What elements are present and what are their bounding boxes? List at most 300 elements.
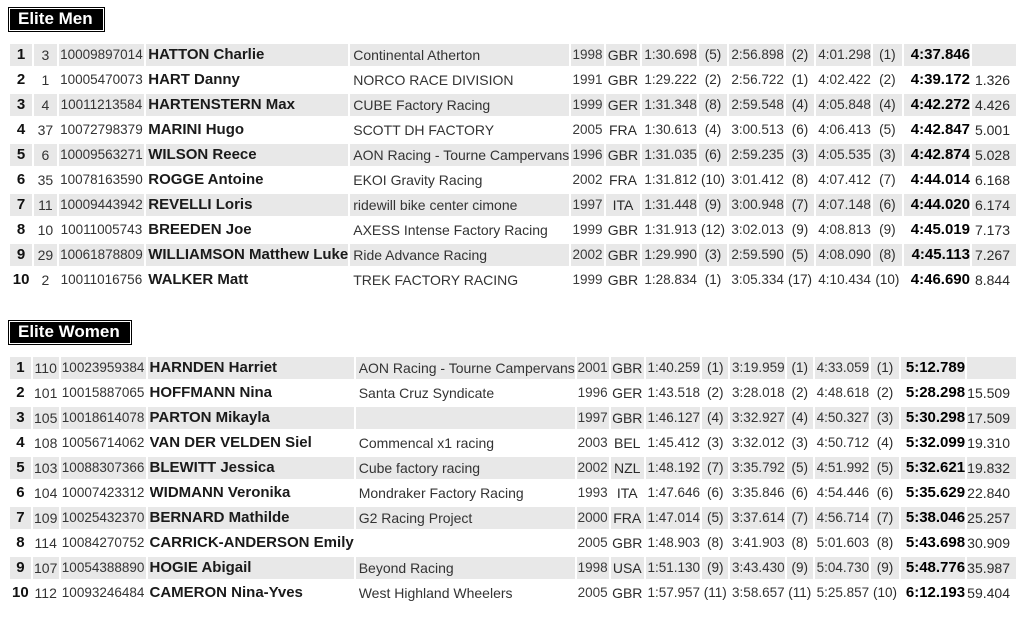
cell-uci-id: 10018614078: [61, 407, 146, 429]
cell-bib-number: 10: [37, 222, 54, 238]
cell-split1-rank: (6): [699, 144, 727, 166]
cell-team: Commencal x1 racing: [358, 435, 495, 451]
cell-split3-time: 4:07.148: [816, 194, 871, 216]
cell-rider-name: HATTON Charlie: [146, 44, 348, 66]
cell-birth-year: 2002: [577, 457, 609, 479]
cell-gap-to-leader: 6.174: [972, 194, 1016, 216]
cell-gap-to-leader: 15.509: [967, 385, 1010, 401]
cell-team: SCOTT DH FACTORY: [353, 122, 495, 138]
cell-bib-number: 105: [33, 407, 59, 429]
cell-split3-rank: (5): [871, 457, 899, 479]
cell-team: NORCO RACE DIVISION: [353, 72, 514, 88]
cell-split2-rank: (6): [791, 485, 809, 500]
cell-split1-time: 1:47.646: [647, 485, 701, 500]
cell-final-time: 5:12.789: [901, 357, 965, 379]
cell-split1-rank: (9): [699, 194, 727, 216]
cell-split3-rank: (5): [879, 122, 896, 137]
cell-position: 1: [10, 44, 32, 66]
cell-position: 3: [10, 407, 31, 429]
results-table-elite-women: [8, 354, 1018, 607]
cell-split2-rank: (8): [791, 172, 809, 187]
cell-team: ridewill bike center cimone: [350, 194, 569, 216]
cell-nationality: GER: [612, 385, 643, 401]
cell-bib-number: 4: [34, 94, 56, 116]
result-row: [10, 582, 1016, 604]
cell-split1-time: 1:31.448: [642, 194, 697, 216]
cell-team: Continental Atherton: [350, 44, 569, 66]
cell-split3-rank: (3): [871, 407, 899, 429]
result-row: [10, 194, 1016, 216]
cell-uci-id: 10011016756: [60, 272, 143, 287]
cell-bib-number: 110: [33, 357, 59, 379]
cell-rider-name: WALKER Matt: [148, 271, 249, 288]
cell-split1-rank: (3): [706, 435, 724, 450]
cell-position: 7: [10, 194, 32, 216]
cell-bib-number: 2: [41, 272, 50, 288]
cell-position: 8: [16, 534, 25, 551]
cell-birth-year: 1993: [577, 485, 608, 500]
cell-bib-number: 11: [34, 194, 56, 216]
cell-bib-number: 103: [33, 457, 59, 479]
cell-split3-time: 5:01.603: [816, 535, 870, 550]
cell-gap-to-leader: 22.840: [967, 485, 1010, 501]
cell-split3-time: 4:10.434: [818, 272, 871, 287]
cell-final-time: 5:30.298: [901, 407, 965, 429]
cell-uci-id: 10005470073: [60, 72, 143, 87]
cell-birth-year: 1996: [577, 385, 608, 400]
result-row: [10, 407, 1016, 429]
cell-split1-rank: (6): [706, 485, 724, 500]
cell-rider-name: HART Danny: [148, 71, 240, 88]
cell-birth-year: 1999: [571, 94, 604, 116]
cell-uci-id: 10015887065: [61, 385, 145, 400]
cell-gap-to-leader: 6.168: [974, 172, 1010, 188]
cell-split1-time: 1:48.903: [647, 535, 701, 550]
cell-split2-time: 2:59.548: [729, 94, 784, 116]
cell-team: CUBE Factory Racing: [350, 94, 569, 116]
cell-split1-rank: (4): [704, 122, 722, 137]
cell-birth-year: 2005: [572, 122, 603, 137]
cell-split2-time: 2:59.590: [729, 244, 784, 266]
cell-birth-year: 1999: [572, 222, 603, 237]
cell-final-time: 5:32.621: [901, 457, 965, 479]
cell-rider-name: PARTON Mikayla: [148, 407, 354, 429]
cell-team: AON Racing - Tourne Campervans: [356, 357, 575, 379]
cell-split1-time: 1:31.812: [644, 172, 697, 187]
cell-split2-time: 2:59.235: [729, 144, 784, 166]
cell-nationality: ITA: [616, 485, 638, 501]
result-row: [10, 507, 1016, 529]
cell-final-time: 4:42.272: [904, 94, 970, 116]
section-elite-women: [8, 320, 1018, 607]
cell-split3-rank: (8): [876, 535, 894, 550]
cell-nationality: GBR: [612, 535, 643, 551]
cell-nationality: GBR: [607, 222, 639, 238]
cell-team: Cube factory racing: [356, 457, 575, 479]
cell-final-time: 4:45.113: [904, 244, 970, 266]
cell-split3-rank: (10): [875, 272, 900, 287]
cell-uci-id: 10009443942: [59, 194, 145, 216]
results-table-elite-men: [8, 41, 1018, 294]
result-row: [10, 169, 1016, 191]
cell-gap-to-leader: 4.426: [972, 94, 1016, 116]
cell-rider-name: WILSON Reece: [146, 144, 348, 166]
cell-position: 6: [16, 484, 25, 501]
cell-split1-time: 1:29.222: [644, 72, 697, 87]
cell-nationality: GBR: [606, 144, 640, 166]
cell-position: 2: [16, 71, 26, 88]
cell-birth-year: 1997: [571, 194, 604, 216]
cell-split3-rank: (4): [873, 94, 902, 116]
cell-birth-year: 1991: [572, 72, 603, 87]
cell-split3-rank: (6): [876, 485, 894, 500]
cell-split1-rank: (5): [702, 507, 728, 529]
cell-nationality: GBR: [611, 407, 644, 429]
cell-split2-time: 3:32.927: [730, 407, 784, 429]
cell-split2-time: 3:19.959: [730, 357, 784, 379]
cell-bib-number: 108: [34, 435, 58, 451]
cell-team: AXESS Intense Factory Racing: [353, 222, 548, 238]
result-row: [10, 557, 1016, 579]
cell-split1-rank: (5): [699, 44, 727, 66]
result-row: [10, 532, 1016, 554]
cell-final-time: 5:43.698: [905, 534, 966, 551]
cell-nationality: GBR: [612, 585, 643, 601]
cell-nationality: GBR: [606, 244, 640, 266]
cell-position: 4: [16, 121, 26, 138]
result-row: [10, 244, 1016, 266]
cell-split3-time: 4:50.712: [816, 435, 870, 450]
cell-gap-to-leader: 7.173: [974, 222, 1010, 238]
cell-split1-rank: (1): [702, 357, 728, 379]
cell-split3-rank: (4): [876, 435, 894, 450]
cell-split1-time: 1:45.412: [647, 435, 701, 450]
cell-split2-rank: (5): [786, 244, 814, 266]
cell-split2-time: 3:00.513: [731, 122, 784, 137]
cell-team: G2 Racing Project: [356, 507, 575, 529]
cell-bib-number: 109: [33, 507, 59, 529]
cell-split3-time: 4:48.618: [816, 385, 870, 400]
cell-nationality: USA: [611, 557, 644, 579]
cell-bib-number: 101: [34, 385, 58, 401]
cell-nationality: GBR: [607, 72, 639, 88]
cell-split2-time: 3:02.013: [731, 222, 784, 237]
cell-uci-id: 10054388890: [61, 557, 146, 579]
cell-split2-time: 3:41.903: [732, 535, 785, 550]
cell-split1-time: 1:30.698: [642, 44, 697, 66]
cell-split2-time: 3:28.018: [732, 385, 785, 400]
cell-split3-time: 4:02.422: [818, 72, 871, 87]
cell-split3-time: 4:06.413: [818, 122, 871, 137]
cell-split2-rank: (2): [791, 385, 809, 400]
cell-gap-to-leader: 25.257: [967, 507, 1016, 529]
cell-uci-id: 10078163590: [60, 172, 143, 187]
cell-split2-time: 2:56.898: [729, 44, 784, 66]
cell-split1-rank: (4): [702, 407, 728, 429]
result-row: [10, 382, 1016, 404]
cell-rider-name: HOFFMANN Nina: [149, 384, 273, 401]
cell-split1-time: 1:31.348: [642, 94, 697, 116]
cell-gap-to-leader: 19.310: [967, 435, 1010, 451]
section-title: Elite Women: [10, 322, 130, 343]
cell-split2-time: 3:58.657: [732, 585, 785, 600]
result-row: [10, 44, 1016, 66]
cell-gap-to-leader: 19.832: [967, 457, 1016, 479]
cell-split2-rank: (9): [791, 222, 809, 237]
cell-split1-rank: (11): [703, 585, 727, 600]
cell-bib-number: 35: [37, 172, 54, 188]
cell-split3-time: 4:05.535: [816, 144, 871, 166]
cell-birth-year: 2003: [577, 435, 608, 450]
cell-uci-id: 10072798379: [60, 122, 143, 137]
cell-rider-name: BERNARD Mathilde: [148, 507, 354, 529]
cell-split1-rank: (12): [701, 222, 726, 237]
cell-position: 3: [10, 94, 32, 116]
result-row: [10, 457, 1016, 479]
cell-final-time: 4:45.019: [910, 221, 970, 238]
cell-team: Santa Cruz Syndicate: [358, 385, 495, 401]
cell-birth-year: 1998: [571, 44, 604, 66]
cell-team: TREK FACTORY RACING: [353, 272, 519, 288]
cell-split3-rank: (1): [871, 357, 899, 379]
cell-bib-number: 112: [34, 585, 57, 601]
cell-position: 5: [10, 457, 31, 479]
cell-bib-number: 6: [34, 144, 56, 166]
cell-birth-year: 2002: [572, 172, 603, 187]
cell-split1-time: 1:48.192: [646, 457, 700, 479]
cell-birth-year: 2005: [577, 585, 608, 600]
section-elite-men: [8, 7, 1018, 294]
cell-split1-rank: (8): [699, 94, 727, 116]
cell-uci-id: 10023959384: [61, 357, 146, 379]
cell-position: 9: [10, 244, 32, 266]
cell-split2-rank: (5): [787, 457, 813, 479]
cell-split3-rank: (1): [873, 44, 902, 66]
cell-team: West Highland Wheelers: [358, 585, 513, 601]
result-row: [10, 94, 1016, 116]
cell-split2-rank: (11): [788, 585, 812, 600]
cell-rider-name: VAN DER VELDEN Siel: [149, 434, 312, 451]
cell-split2-time: 3:35.846: [732, 485, 785, 500]
cell-birth-year: 1997: [577, 407, 609, 429]
cell-split1-rank: (1): [704, 272, 722, 287]
cell-split2-time: 3:32.012: [732, 435, 785, 450]
cell-split1-rank: (9): [702, 557, 728, 579]
result-row: [10, 119, 1016, 141]
cell-final-time: 4:44.020: [904, 194, 970, 216]
cell-split1-time: 1:28.834: [644, 272, 697, 287]
cell-split2-time: 3:00.948: [729, 194, 784, 216]
cell-position: 9: [10, 557, 31, 579]
cell-rider-name: HARTENSTERN Max: [146, 94, 348, 116]
cell-uci-id: 10007423312: [61, 485, 145, 500]
cell-uci-id: 10061878809: [59, 244, 145, 266]
cell-final-time: 4:46.690: [910, 271, 970, 288]
cell-split3-rank: (2): [876, 385, 894, 400]
cell-bib-number: 104: [34, 485, 58, 501]
cell-nationality: NZL: [611, 457, 644, 479]
cell-split3-time: 4:33.059: [815, 357, 869, 379]
cell-nationality: BEL: [614, 435, 641, 451]
cell-final-time: 5:38.046: [901, 507, 965, 529]
cell-uci-id: 10088307366: [61, 457, 146, 479]
cell-split2-time: 3:37.614: [730, 507, 784, 529]
cell-final-time: 5:35.629: [905, 484, 966, 501]
cell-split3-time: 4:08.813: [818, 222, 871, 237]
cell-split2-rank: (9): [787, 557, 813, 579]
cell-nationality: FRA: [608, 172, 637, 188]
cell-nationality: GER: [606, 94, 640, 116]
cell-position: 8: [16, 221, 26, 238]
cell-split2-rank: (1): [791, 72, 809, 87]
cell-birth-year: 2001: [577, 357, 609, 379]
cell-rider-name: CAMERON Nina-Yves: [149, 584, 303, 601]
cell-uci-id: 10056714062: [61, 435, 145, 450]
section-title: Elite Men: [10, 9, 103, 30]
cell-team: AON Racing - Tourne Campervans: [350, 144, 569, 166]
cell-final-time: 6:12.193: [905, 584, 966, 601]
cell-split1-time: 1:29.990: [642, 244, 697, 266]
cell-birth-year: 1996: [571, 144, 604, 166]
cell-birth-year: 2005: [577, 535, 608, 550]
cell-split1-time: 1:43.518: [647, 385, 701, 400]
cell-rider-name: ROGGE Antoine: [148, 171, 264, 188]
cell-split3-rank: (2): [879, 72, 896, 87]
cell-split3-rank: (7): [871, 507, 899, 529]
cell-nationality: ITA: [606, 194, 640, 216]
cell-gap-to-leader: 1.326: [974, 72, 1010, 88]
cell-split2-time: 3:43.430: [730, 557, 784, 579]
cell-gap-to-leader: 17.509: [967, 407, 1016, 429]
cell-split1-time: 1:31.913: [644, 222, 697, 237]
cell-position: 10: [12, 584, 29, 601]
cell-birth-year: 1998: [577, 557, 609, 579]
cell-split1-rank: (8): [706, 535, 724, 550]
cell-nationality: GBR: [606, 44, 640, 66]
cell-rider-name: BREEDEN Joe: [148, 221, 252, 238]
cell-split1-time: 1:57.957: [647, 585, 701, 600]
cell-split3-time: 5:25.857: [816, 585, 870, 600]
cell-split1-time: 1:31.035: [642, 144, 697, 166]
result-row: [10, 219, 1016, 241]
cell-birth-year: 2000: [577, 507, 609, 529]
result-row: [10, 357, 1016, 379]
cell-position: 10: [12, 271, 30, 288]
cell-rider-name: CARRICK-ANDERSON Emily: [149, 534, 354, 551]
cell-team: [356, 532, 575, 554]
cell-split3-time: 4:05.848: [816, 94, 871, 116]
cell-bib-number: 29: [34, 244, 56, 266]
cell-split2-rank: (1): [787, 357, 813, 379]
cell-rider-name: BLEWITT Jessica: [148, 457, 354, 479]
cell-position: 1: [10, 357, 31, 379]
cell-split2-time: 2:56.722: [731, 72, 784, 87]
cell-split2-rank: (6): [791, 122, 809, 137]
cell-split3-time: 4:08.090: [816, 244, 871, 266]
cell-split2-rank: (7): [787, 507, 813, 529]
cell-uci-id: 10009897014: [59, 44, 145, 66]
cell-team: Mondraker Factory Racing: [358, 485, 524, 501]
cell-final-time: 4:44.014: [910, 171, 970, 188]
cell-uci-id: 10009563271: [59, 144, 145, 166]
cell-split2-rank: (4): [787, 407, 813, 429]
cell-gap-to-leader: [967, 357, 1016, 379]
cell-gap-to-leader: 30.909: [967, 535, 1010, 551]
cell-split1-rank: (3): [699, 244, 727, 266]
cell-split3-time: 4:50.327: [815, 407, 869, 429]
cell-nationality: FRA: [611, 507, 644, 529]
cell-split1-time: 1:47.014: [646, 507, 700, 529]
cell-split1-rank: (2): [704, 72, 722, 87]
cell-position: 7: [10, 507, 31, 529]
cell-bib-number: 114: [34, 535, 57, 551]
cell-rider-name: HARNDEN Harriet: [148, 357, 354, 379]
cell-team: EKOI Gravity Racing: [353, 172, 483, 188]
cell-split3-time: 4:54.446: [816, 485, 870, 500]
cell-split2-rank: (8): [791, 535, 809, 550]
result-row: [10, 482, 1016, 504]
cell-uci-id: 10093246484: [61, 585, 145, 600]
cell-rider-name: WILLIAMSON Matthew Luke: [146, 244, 348, 266]
cell-split2-time: 3:01.412: [731, 172, 784, 187]
cell-rider-name: WIDMANN Veronika: [149, 484, 291, 501]
cell-final-time: 4:42.874: [904, 144, 970, 166]
cell-gap-to-leader: 7.267: [972, 244, 1016, 266]
cell-split1-time: 1:30.613: [644, 122, 697, 137]
cell-split1-rank: (10): [701, 172, 726, 187]
section-header-elite-men: [8, 7, 105, 32]
cell-final-time: 5:48.776: [901, 557, 965, 579]
cell-uci-id: 10011005743: [60, 222, 143, 237]
cell-birth-year: 2002: [571, 244, 604, 266]
cell-gap-to-leader: [972, 44, 1016, 66]
cell-split3-rank: (7): [879, 172, 896, 187]
cell-split3-rank: (8): [873, 244, 902, 266]
cell-split3-time: 4:56.714: [815, 507, 869, 529]
section-header-elite-women: [8, 320, 132, 345]
cell-split3-rank: (10): [872, 585, 897, 600]
cell-rider-name: MARINI Hugo: [148, 121, 245, 138]
cell-final-time: 4:37.846: [904, 44, 970, 66]
cell-bib-number: 107: [33, 557, 59, 579]
cell-split1-rank: (2): [706, 385, 724, 400]
cell-split3-rank: (9): [879, 222, 896, 237]
cell-split3-time: 4:51.992: [815, 457, 869, 479]
cell-split3-rank: (3): [873, 144, 902, 166]
cell-gap-to-leader: 59.404: [967, 585, 1010, 601]
cell-uci-id: 10011213584: [59, 94, 145, 116]
cell-split1-time: 1:51.130: [646, 557, 700, 579]
cell-position: 4: [16, 434, 25, 451]
cell-team: Beyond Racing: [356, 557, 575, 579]
cell-final-time: 5:32.099: [905, 434, 966, 451]
cell-split1-rank: (7): [702, 457, 728, 479]
cell-split2-rank: (2): [786, 44, 814, 66]
cell-split2-rank: (17): [787, 272, 812, 287]
cell-rider-name: HOGIE Abigail: [148, 557, 354, 579]
cell-split3-time: 4:01.298: [816, 44, 871, 66]
cell-split2-rank: (3): [786, 144, 814, 166]
cell-split3-time: 4:07.412: [818, 172, 871, 187]
result-row: [10, 69, 1016, 91]
cell-final-time: 4:42.847: [910, 121, 970, 138]
cell-bib-number: 1: [41, 72, 50, 88]
cell-split2-time: 3:05.334: [731, 272, 784, 287]
cell-split2-rank: (3): [791, 435, 809, 450]
cell-split2-rank: (4): [786, 94, 814, 116]
cell-gap-to-leader: 5.001: [974, 122, 1010, 138]
cell-split3-rank: (6): [873, 194, 902, 216]
